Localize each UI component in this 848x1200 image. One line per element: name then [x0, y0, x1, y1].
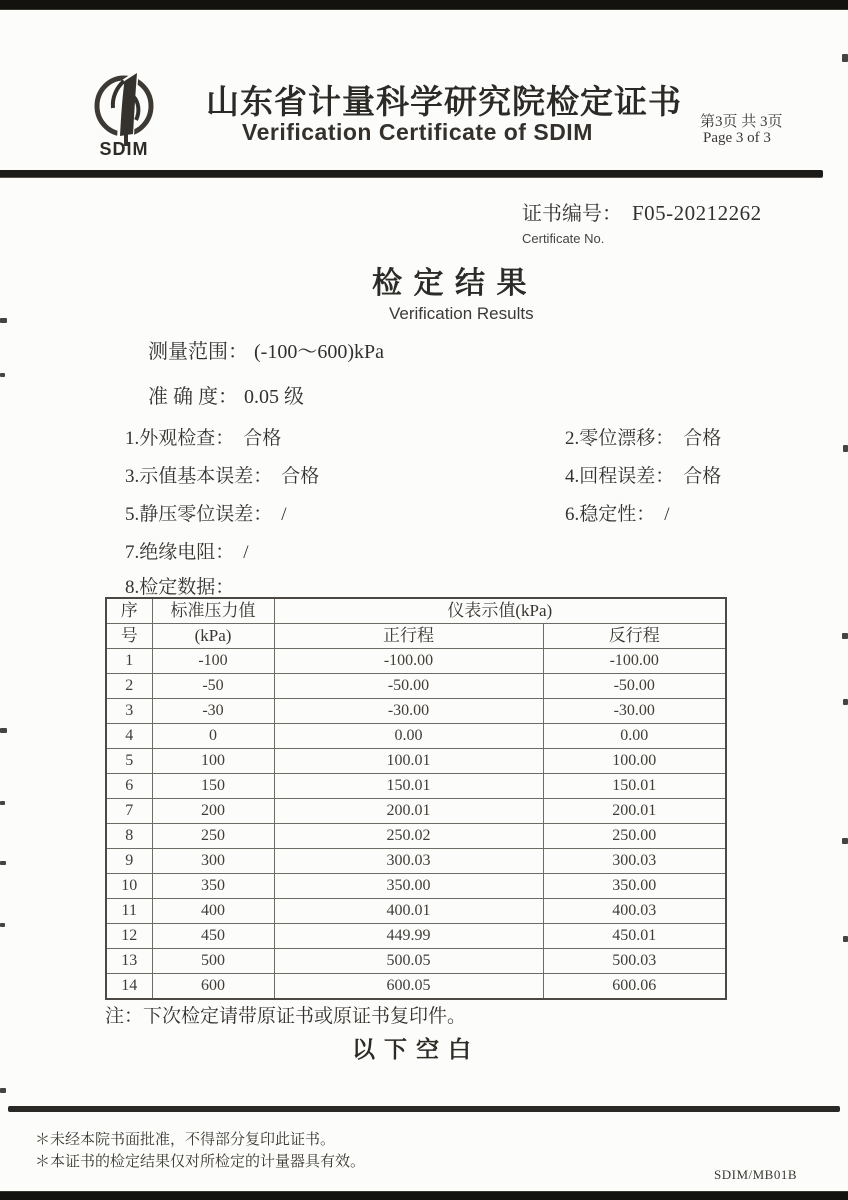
table-row	[106, 799, 726, 824]
table-row	[106, 699, 726, 724]
table-cell: 350	[152, 874, 274, 899]
table-cell: 600	[152, 974, 274, 1000]
scan-artifact	[842, 838, 848, 844]
item-label: 8.检定数据：	[125, 577, 235, 598]
header-kpa-unit: (kPa)	[152, 624, 274, 649]
table-cell: 8	[106, 824, 152, 849]
item-value: 合格	[243, 428, 282, 449]
scan-artifact	[0, 861, 6, 865]
item-value: 合格	[683, 466, 722, 487]
table-cell: 100	[152, 749, 274, 774]
table-cell: -30.00	[274, 699, 543, 724]
table-cell: -100	[152, 649, 274, 674]
header-standard-pressure: 标准压力值	[152, 598, 274, 624]
table-header-row-1	[106, 598, 726, 624]
item-value: /	[243, 542, 249, 563]
sdim-logo-icon	[86, 66, 166, 158]
table-cell: -30	[152, 699, 274, 724]
table-cell: 400.03	[543, 899, 726, 924]
table-cell: 150	[152, 774, 274, 799]
scan-artifact	[843, 936, 848, 942]
item-static-zero-error	[125, 499, 287, 526]
table-cell: 500	[152, 949, 274, 974]
table-cell: 3	[106, 699, 152, 724]
measuring-range-label: 测量范围：	[148, 341, 248, 363]
table-cell: 2	[106, 674, 152, 699]
table-cell: 600.05	[274, 974, 543, 1000]
item-label: 5.静压零位误差：	[125, 504, 273, 525]
table-row	[106, 749, 726, 774]
scan-artifact	[0, 318, 7, 323]
table-cell: 12	[106, 924, 152, 949]
certificate-number-line	[522, 197, 762, 226]
verification-table-body	[106, 649, 726, 1000]
item-stability	[565, 499, 670, 526]
accuracy-line	[148, 380, 304, 409]
table-row	[106, 949, 726, 974]
next-verification-note: 注：下次检定请带原证书或原证书复印件。	[105, 1006, 467, 1027]
item-value: 合格	[281, 466, 320, 487]
certificate-number-label-en: Certificate No.	[522, 231, 605, 246]
table-cell: 7	[106, 799, 152, 824]
item-label: 2.零位漂移：	[565, 428, 675, 449]
item-label: 7.绝缘电阻：	[125, 542, 235, 563]
table-cell: 300	[152, 849, 274, 874]
certificate-number-label: 证书编号：	[522, 203, 622, 225]
table-row	[106, 974, 726, 1000]
form-code: SDIM/MB01B	[714, 1167, 798, 1182]
accuracy-label: 准 确 度：	[148, 386, 238, 408]
table-cell: 200.01	[274, 799, 543, 824]
scan-artifact	[0, 1088, 6, 1093]
table-row	[106, 774, 726, 799]
table-cell: 6	[106, 774, 152, 799]
table-header-row-2	[106, 624, 726, 649]
table-cell: 350.00	[274, 874, 543, 899]
table-row	[106, 874, 726, 899]
item-value: 合格	[683, 428, 722, 449]
table-cell: 449.99	[274, 924, 543, 949]
table-cell: 100.01	[274, 749, 543, 774]
table-cell: 150.01	[274, 774, 543, 799]
footer-rule	[8, 1106, 840, 1112]
table-row	[106, 824, 726, 849]
table-row	[106, 674, 726, 699]
accuracy-value: 0.05 级	[244, 386, 304, 408]
table-cell: 250.00	[543, 824, 726, 849]
scan-artifact	[843, 699, 848, 705]
measuring-range-value: (-100～600)kPa	[254, 341, 384, 363]
table-cell: 9	[106, 849, 152, 874]
sdim-logo	[86, 66, 166, 158]
table-cell: 11	[106, 899, 152, 924]
table-cell: 400.01	[274, 899, 543, 924]
table-cell: 150.01	[543, 774, 726, 799]
item-label: 4.回程误差：	[565, 466, 675, 487]
scan-artifact	[0, 728, 7, 733]
verification-data-table	[105, 597, 727, 1000]
scan-edge-top	[0, 0, 848, 10]
header-seq-bottom: 号	[106, 624, 152, 649]
table-cell: 600.06	[543, 974, 726, 1000]
table-cell: 350.00	[543, 874, 726, 899]
table-cell: 250	[152, 824, 274, 849]
item-verification-data	[125, 572, 234, 599]
item-appearance-check	[125, 423, 281, 450]
results-heading-cn: 检 定 结 果	[372, 267, 529, 300]
item-value: /	[664, 504, 670, 525]
item-label: 3.示值基本误差：	[125, 466, 273, 487]
scan-artifact	[842, 633, 848, 639]
header-reverse-stroke: 反行程	[543, 624, 726, 649]
table-cell: 4	[106, 724, 152, 749]
scan-artifact	[0, 373, 5, 377]
table-cell: 0.00	[543, 724, 726, 749]
certificate-title-cn: 山东省计量科学研究院检定证书	[206, 85, 682, 121]
table-cell: 300.03	[543, 849, 726, 874]
certificate-title-en: Verification Certificate of SDIM	[242, 119, 593, 145]
item-label: 6.稳定性：	[565, 504, 656, 525]
table-cell: -50.00	[543, 674, 726, 699]
table-row	[106, 924, 726, 949]
table-cell: -30.00	[543, 699, 726, 724]
page-info-en: Page 3 of 3	[703, 130, 771, 146]
table-cell: 200	[152, 799, 274, 824]
header-rule	[0, 170, 823, 177]
table-cell: -50.00	[274, 674, 543, 699]
scan-artifact	[843, 445, 848, 452]
scan-edge-bottom	[0, 1191, 848, 1200]
svg-text:SDIM: SDIM	[99, 139, 149, 158]
table-cell: 13	[106, 949, 152, 974]
footer-note-1: ＊未经本院书面批准，不得部分复印此证书。	[35, 1132, 336, 1148]
table-cell: 500.03	[543, 949, 726, 974]
table-cell: -100.00	[274, 649, 543, 674]
table-cell: 250.02	[274, 824, 543, 849]
header-forward-stroke: 正行程	[274, 624, 543, 649]
table-cell: 450.01	[543, 924, 726, 949]
scan-artifact	[842, 54, 848, 62]
table-cell: 5	[106, 749, 152, 774]
table-cell: -50	[152, 674, 274, 699]
table-row	[106, 899, 726, 924]
table-cell: 400	[152, 899, 274, 924]
item-insulation-resistance	[125, 537, 249, 564]
measuring-range-line	[148, 335, 384, 364]
results-heading-en: Verification Results	[389, 304, 534, 323]
table-row	[106, 649, 726, 674]
table-row	[106, 849, 726, 874]
footer-note-2: ＊本证书的检定结果仅对所检定的计量器具有效。	[35, 1154, 366, 1170]
item-hysteresis-error	[565, 461, 721, 488]
table-cell: 200.01	[543, 799, 726, 824]
page-info-cn: 第3页 共 3页	[700, 114, 783, 130]
table-cell: 100.00	[543, 749, 726, 774]
scan-artifact	[0, 801, 5, 805]
table-row	[106, 724, 726, 749]
table-cell: 10	[106, 874, 152, 899]
item-zero-drift	[565, 423, 721, 450]
table-cell: 1	[106, 649, 152, 674]
table-cell: 300.03	[274, 849, 543, 874]
table-cell: 14	[106, 974, 152, 1000]
certificate-number-value: F05-20212262	[632, 201, 762, 225]
item-label: 1.外观检查：	[125, 428, 235, 449]
table-cell: 500.05	[274, 949, 543, 974]
table-cell: 0	[152, 724, 274, 749]
header-instrument-indication: 仪表示值(kPa)	[274, 598, 726, 624]
scan-artifact	[0, 923, 5, 927]
blank-below-text: 以下空白	[352, 1037, 480, 1062]
header-seq-top: 序	[106, 598, 152, 624]
item-value: /	[281, 504, 287, 525]
table-cell: -100.00	[543, 649, 726, 674]
table-cell: 0.00	[274, 724, 543, 749]
item-basic-error	[125, 461, 319, 488]
table-cell: 450	[152, 924, 274, 949]
